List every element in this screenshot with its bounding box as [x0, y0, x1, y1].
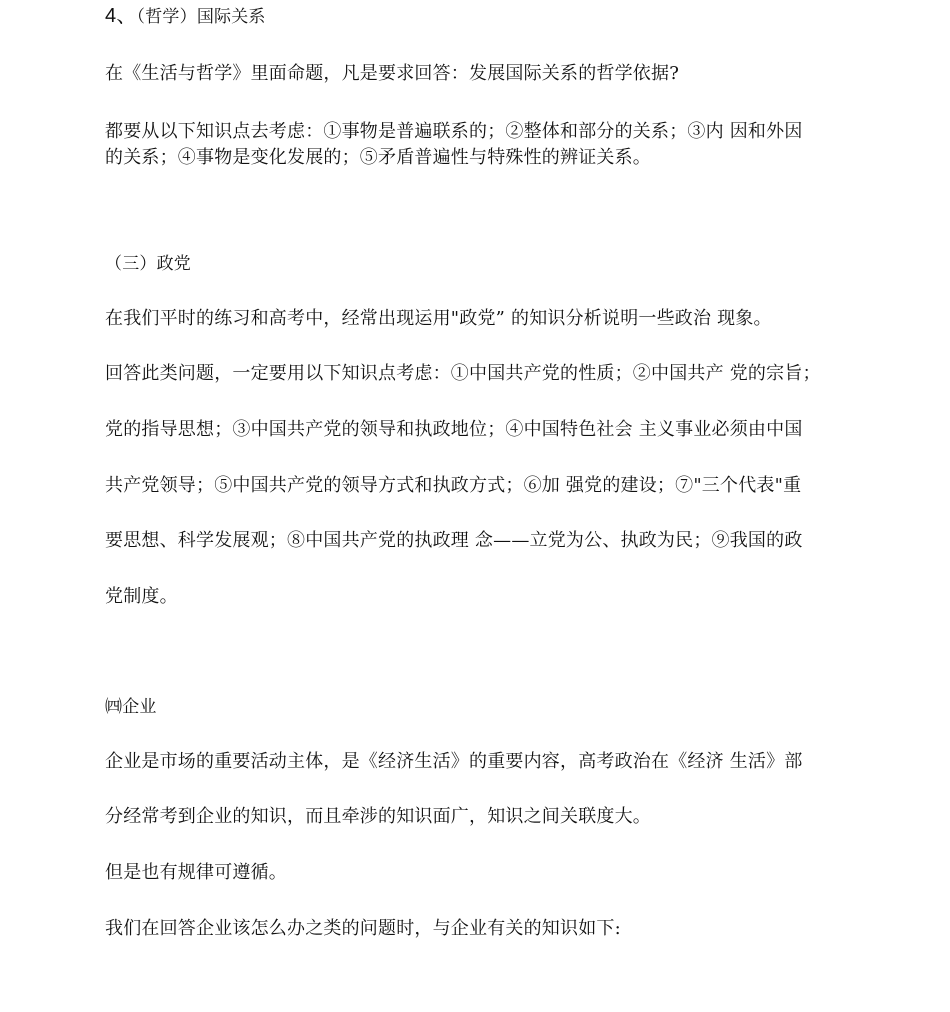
section-4-number: 4、	[105, 5, 137, 27]
section-3-paragraph-2-line-4: 要思想、科学发展观；⑧中国共产党的执政理 念——立党为公、执政为民；⑨我国的政	[105, 530, 803, 551]
section-3-paragraph-2-line-2: 党的指导思想；③中国共产党的领导和执政地位；④中国特色社会 主义事业必须由中国	[105, 419, 803, 440]
section-4-paragraph-2-line-2: 的关系；④事物是变化发展的；⑤矛盾普遍性与特殊性的辨证关系。	[105, 147, 651, 168]
section-4-paragraph-2-line-1: 都要从以下知识点去考虑：①事物是普遍联系的；②整体和部分的关系；③内 因和外因	[105, 121, 803, 142]
section-3-paragraph-2-line-3: 共产党领导；⑤中国共产党的领导方式和执政方式；⑥加 强党的建设；⑦"三个代表"重	[105, 475, 802, 496]
section-4-paragraph-1: 在《生活与哲学》里面命题，凡是要求回答：发展国际关系的哲学依据?	[105, 63, 680, 84]
section-3-paragraph-1: 在我们平时的练习和高考中，经常出现运用"政党” 的知识分析说明一些政治 现象。	[105, 308, 772, 329]
section-enterprise-paragraph-3: 我们在回答企业该怎么办之类的问题时，与企业有关的知识如下:	[105, 918, 621, 939]
section-3-paragraph-2-line-5: 党制度。	[105, 586, 178, 607]
section-4-title: （哲学）国际关系	[136, 7, 266, 27]
section-enterprise-paragraph-1-line-2: 分经常考到企业的知识，而且牵涉的知识面广，知识之间关联度大。	[105, 806, 651, 827]
section-enterprise-paragraph-1-line-1: 企业是市场的重要活动主体，是《经济生活》的重要内容，高考政治在《经济 生活》部	[105, 751, 803, 772]
section-enterprise-paragraph-2: 但是也有规律可遵循。	[105, 862, 287, 883]
section-3-heading: （三）政党	[105, 254, 191, 274]
section-4-heading	[105, 4, 266, 29]
section-3-paragraph-2-line-1: 回答此类问题，一定要用以下知识点考虑：①中国共产党的性质；②中国共产 党的宗旨；	[105, 363, 821, 384]
section-enterprise-heading: ㈣企业	[105, 697, 157, 717]
